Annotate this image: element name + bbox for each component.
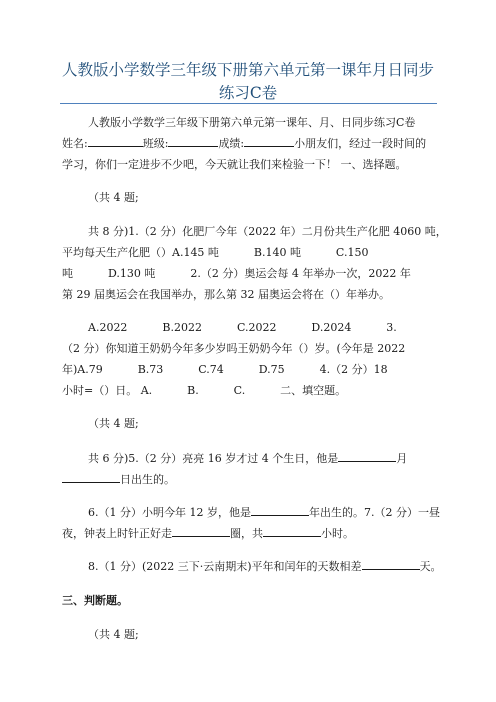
question-4-line: 小时=（）日。 A. B. C. 二、填空题。 bbox=[62, 384, 347, 397]
question-5-line-2: 日出生的。 bbox=[62, 470, 444, 490]
question-7-line: 夜，钟表上时针正好走 圈，共 小时。 bbox=[62, 524, 444, 544]
question-5-line-1: 共 6 分)5.（2 分）亮亮 16 岁才过 4 个生日，他是 月 bbox=[88, 449, 470, 469]
name-label: 姓名: bbox=[62, 137, 88, 150]
class-blank[interactable] bbox=[168, 134, 218, 147]
question-8-line: 8.（1 分）(2022 三下·云南期末)平年和闰年的天数相差 天。 bbox=[88, 557, 470, 577]
subtitle-line: 人教版小学数学三年级下册第六单元第一课年、月、日同步练习C卷 bbox=[88, 116, 416, 129]
question-3-line-1: （2 分）你知道王奶奶今年多少岁吗王奶奶今年（）岁。(今年是 2022 bbox=[62, 342, 406, 355]
title-line-1: 人教版小学数学三年级下册第六单元第一课年月日同步 bbox=[61, 61, 434, 79]
document-title bbox=[40, 60, 456, 103]
intro-text: 小朋友们，经过一段时间的 bbox=[294, 137, 427, 150]
score-label: 成绩: bbox=[218, 137, 245, 150]
section-3-heading: 三、判断题。 bbox=[62, 594, 128, 607]
title-divider bbox=[60, 103, 437, 104]
title-line-2: 练习C卷 bbox=[218, 84, 278, 102]
question-2-line-1: 吨 D.130 吨 2.（2 分）奥运会每 4 年举办一次，2022 年 bbox=[62, 267, 411, 280]
student-info-line bbox=[62, 134, 444, 154]
name-blank[interactable] bbox=[88, 134, 143, 147]
question-1-line-2: 平均每天生产化肥（）A.145 吨 B.140 吨 C.150 bbox=[62, 246, 369, 259]
intro-line: 学习，你们一定进步不少吧，今天就让我们来检验一下！ 一、选择题。 bbox=[62, 158, 407, 171]
section-1-count: （共 4 题; bbox=[88, 191, 139, 204]
q6-year-blank[interactable] bbox=[251, 503, 309, 516]
question-2-options: A.2022 B.2022 C.2022 D.2024 3. bbox=[88, 321, 397, 334]
question-6-line: 6.（1 分）小明今年 12 岁，他是 年出生的。7.（2 分）一昼 bbox=[88, 503, 470, 523]
question-1-line-1: 共 8 分)1.（2 分）化肥厂今年（2022 年）二月份共生产化肥 4060 吨， bbox=[88, 225, 447, 238]
q8-days-blank[interactable] bbox=[362, 557, 420, 570]
class-label: 班级: bbox=[142, 137, 169, 150]
section-3-count: （共 4 题; bbox=[88, 628, 139, 641]
q7-circle-blank[interactable] bbox=[172, 524, 230, 537]
q5-day-blank[interactable] bbox=[62, 470, 120, 483]
score-blank[interactable] bbox=[244, 134, 294, 147]
section-2-count: （共 4 题; bbox=[88, 417, 139, 430]
q5-month-blank[interactable] bbox=[338, 449, 396, 462]
question-2-line-2: 第 29 届奥运会在我国举办，那么第 32 届奥运会将在（）年举办。 bbox=[62, 288, 390, 301]
q7-hours-blank[interactable] bbox=[263, 524, 321, 537]
question-3-line-2: 年)A.79 B.73 C.74 D.75 4.（2 分）18 bbox=[62, 363, 388, 376]
